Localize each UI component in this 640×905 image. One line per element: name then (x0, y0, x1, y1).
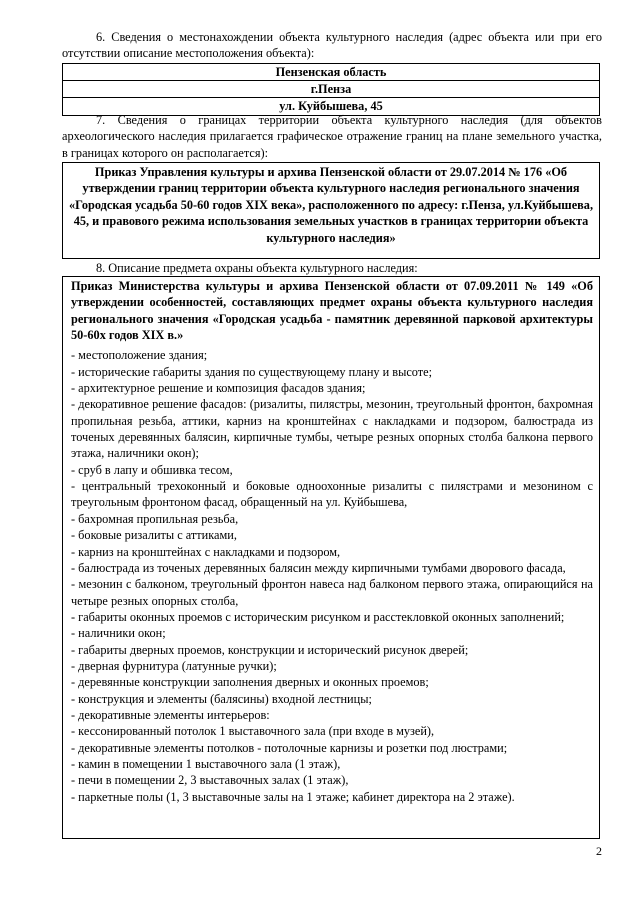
protection-item: - бахромная пропильная резьба, (71, 511, 239, 526)
protection-item: - мезонин с балконом, треугольный фронтон навеса над балконом первого этажа, опирающийся на четыре резных опорных столба, (71, 577, 593, 608)
protection-item: - центральный трехоконный и боковые одноохонные ризалиты с пилястрами и мезонином с треугольным фронтоном фасад, обращенный на ул. Куйбышева, (71, 479, 593, 510)
protection-item: - боковые ризалиты с аттиками, (71, 528, 237, 543)
protection-item: - габариты оконных проемов с историческим рисунком и расстекловкой оконных заполнений; (71, 609, 565, 624)
section-6-text: 6. Сведения о местонахождении объекта культурного наследия (адрес объекта или при его отсутствии описание местоположения объекта): (62, 30, 602, 61)
protection-item: - декоративные элементы потолков - потолочные карнизы и розетки под люстрами; (71, 740, 508, 755)
section-7-text: 7. Сведения о границах территории объекта культурного наследия (для объектов археологического наследия прилагается графическое отражение границ на плане земельного участка, в границах которого он располагается): (62, 113, 602, 160)
protection-item: - деревянные конструкции заполнения дверных и оконных проемов; (71, 675, 429, 690)
protection-item: - конструкция и элементы (балясины) входной лестницы; (71, 691, 372, 706)
protection-item: - дверная фурнитура (латунные ручки); (71, 658, 277, 673)
boundaries-order-box (62, 162, 600, 259)
address-region: Пензенская область (63, 64, 599, 81)
protection-item: - исторические габариты здания по существующему плану и высоте; (71, 364, 433, 379)
protection-item: - наличники окон; (71, 626, 166, 641)
protection-item: - декоративное решение фасадов: (ризалиты, пилястры, мезонин, треугольный фронтон, бахромная пропильная резьба, аттики, карниз на кронштейнах с накладками и подзором, балюстрада из точеных деревянных балясин, кирпичные тумбы, четыре резных опорных столба балкона первого этажа, наличники окон); (71, 397, 593, 461)
boundaries-order-text: Приказ Управления культуры и архива Пензенской области от 29.07.2014 № 176 «Об утверждении границ территории объекта культурного наследия регионального значения «Городская усадьба 50-60 годов XIX века», расположенного по адресу: г.Пенза, ул.Куйбышева, 45, и правового режима использования земельных участков в границах территории объекта культурного наследия» (69, 165, 594, 245)
protection-item: - местоположение здания; (71, 348, 208, 363)
protection-item: - сруб в лапу и обшивка тесом, (71, 462, 233, 477)
protection-item: - паркетные полы (1, 3 выставочные залы на 1 этаже; кабинет директора на 2 этаже). (71, 789, 515, 804)
protection-item: - карниз на кронштейнах с накладками и подзором, (71, 544, 341, 559)
protection-subject-box (62, 276, 600, 839)
protection-item: - печи в помещении 2, 3 выставочных залах (1 этаж), (71, 773, 349, 788)
protection-item: - камин в помещении 1 выставочного зала (1 этаж), (71, 756, 341, 771)
protection-item: - декоративные элементы интерьеров: (71, 707, 270, 722)
section-8-text: 8. Описание предмета охраны объекта культурного наследия: (96, 261, 418, 275)
protection-item: - кессонированный потолок 1 выставочного зала (при входе в музей), (71, 724, 435, 739)
protection-subject-content (63, 277, 599, 805)
page-number: 2 (596, 844, 602, 858)
address-street: ул. Куйбышева, 45 (279, 99, 383, 114)
protection-item: - архитектурное решение и композиция фасадов здания; (71, 381, 366, 396)
address-table (62, 63, 600, 116)
address-city: г.Пенза (63, 81, 599, 98)
protection-order-text: Приказ Министерства культуры и архива Пензенской области от 07.09.2011 № 149 «Об утверждении особенностей, составляющих предмет охраны объекта культурного наследия регионального значения «Городская усадьба - памятник деревянной парковой архитектуры 50-60х годов XIX в.» (71, 279, 593, 343)
protection-item: - габариты дверных проемов, конструкции и исторический рисунок дверей; (71, 642, 469, 657)
protection-item: - балюстрада из точеных деревянных балясин между кирпичными тумбами дворового фасада, (71, 560, 566, 575)
